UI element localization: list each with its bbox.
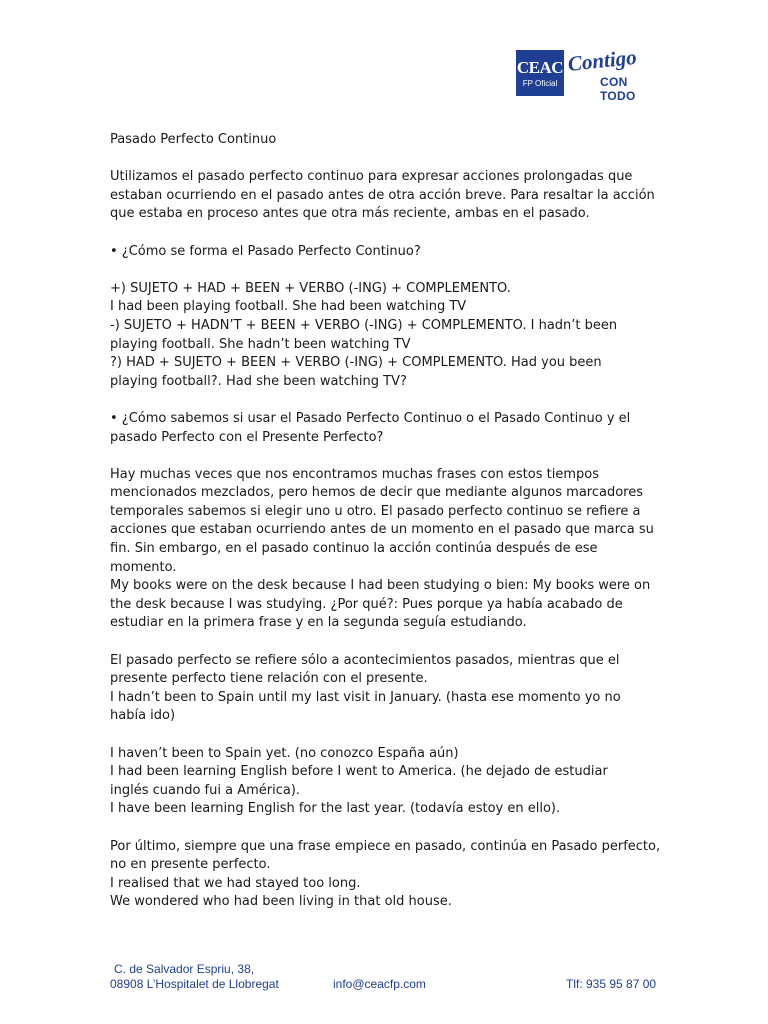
document-body xyxy=(110,131,662,912)
text-line: • ¿Cómo sabemos si usar el Pasado Perfecto Continuo o el Pasado Continuo y el xyxy=(110,410,631,426)
text-line: no en presente perfecto. xyxy=(110,857,271,873)
text-line: temporales sabemos si elegir uno u otro. El pasado perfecto continuo se refiere a xyxy=(110,503,641,519)
text-line: My books were on the desk because I had been studying o bien: My books were on xyxy=(110,578,651,594)
text-line: the desk because I was studying. ¿Por qué?: Pues porque ya había acabado de xyxy=(110,596,623,612)
text-line: inglés cuando fui a América). xyxy=(110,782,301,798)
footer-address-line2: 08908 L’Hospitalet de Llobregat xyxy=(110,977,279,991)
explanation-paragraph xyxy=(110,466,662,633)
text-line: Utilizamos el pasado perfecto continuo para expresar acciones prolongadas que xyxy=(110,169,633,185)
text-line: I had been playing football. She had been watching TV xyxy=(110,299,467,315)
text-line: estaban ocurriendo en el pasado antes de otra acción breve. Para resaltar la acción xyxy=(110,187,655,203)
bullet-question-formation: • ¿Cómo se forma el Pasado Perfecto Continuo? xyxy=(110,243,421,259)
logo-tagline-top: Contigo xyxy=(566,44,638,76)
logo-sub: FP Oficial xyxy=(522,79,558,88)
text-line: mencionados mezclados, pero hemos de decir que mediante algunos marcadores xyxy=(110,485,643,501)
footer-phone: Tlf: 935 95 87 00 xyxy=(566,977,657,991)
text-line: pasado Perfecto con el Presente Perfecto? xyxy=(110,429,384,445)
ceac-logo xyxy=(516,44,666,103)
text-line: I hadn’t been to Spain until my last visit in January. (hasta ese momento yo no xyxy=(110,689,621,705)
text-line: Hay muchas veces que nos encontramos muchas frases con estos tiempos xyxy=(110,466,599,482)
text-line: I have been learning English for the last year. (todavía estoy en ello). xyxy=(110,801,561,817)
formation-paragraph xyxy=(110,280,662,392)
text-line: fin. Sin embargo, en el pasado continuo la acción continúa después de ese momento. xyxy=(110,541,598,575)
text-line: que estaba en proceso antes que otra más reciente, ambas en el pasado. xyxy=(110,206,590,222)
footer-email[interactable]: info@ceacfp.com xyxy=(333,977,426,991)
text-line: El pasado perfecto se refiere sólo a acontecimientos pasados, mientras que el xyxy=(110,652,620,668)
text-line: acciones que estaban ocurriendo antes de un momento en el pasado que marca su xyxy=(110,522,654,538)
perfect-paragraph xyxy=(110,652,662,726)
logo-tagline-bottom: CON TODO xyxy=(600,75,636,103)
footer-address-line1: C. de Salvador Espriu, 38, xyxy=(114,962,255,976)
page-footer xyxy=(0,960,768,1000)
text-line: I had been learning English before I went to America. (he dejado de estudiar xyxy=(110,764,608,780)
text-line: +) SUJETO + HAD + BEEN + VERBO (-ING) + COMPLEMENTO. xyxy=(110,280,511,296)
text-line: ?) HAD + SUJETO + BEEN + VERBO (-ING) + COMPLEMENTO. Had you been xyxy=(110,355,602,371)
text-line: I realised that we had stayed too long. xyxy=(110,875,361,891)
text-line: We wondered who had been living in that old house. xyxy=(110,894,452,910)
examples-paragraph xyxy=(110,745,662,819)
intro-paragraph xyxy=(110,168,662,224)
bullet-question-usage xyxy=(110,410,662,447)
text-line: Por último, siempre que una frase empiece en pasado, continúa en Pasado perfecto, xyxy=(110,838,661,854)
text-line: playing football?. Had she been watching TV? xyxy=(110,373,407,389)
text-line: presente perfecto tiene relación con el presente. xyxy=(110,671,428,687)
text-line: playing football. She hadn’t been watching TV xyxy=(110,336,411,352)
closing-paragraph xyxy=(110,838,662,912)
text-line: había ido) xyxy=(110,708,176,724)
logo-brand: CEAC xyxy=(516,58,564,77)
text-line: -) SUJETO + HADN’T + BEEN + VERBO (-ING) + COMPLEMENTO. I hadn’t been xyxy=(110,317,618,333)
text-line: I haven’t been to Spain yet. (no conozco España aún) xyxy=(110,745,459,761)
ceac-logo-box xyxy=(516,50,564,96)
document-title: Pasado Perfecto Continuo xyxy=(110,132,277,147)
text-line: estudiar en la primera frase y en la segunda seguía estudiando. xyxy=(110,615,527,631)
